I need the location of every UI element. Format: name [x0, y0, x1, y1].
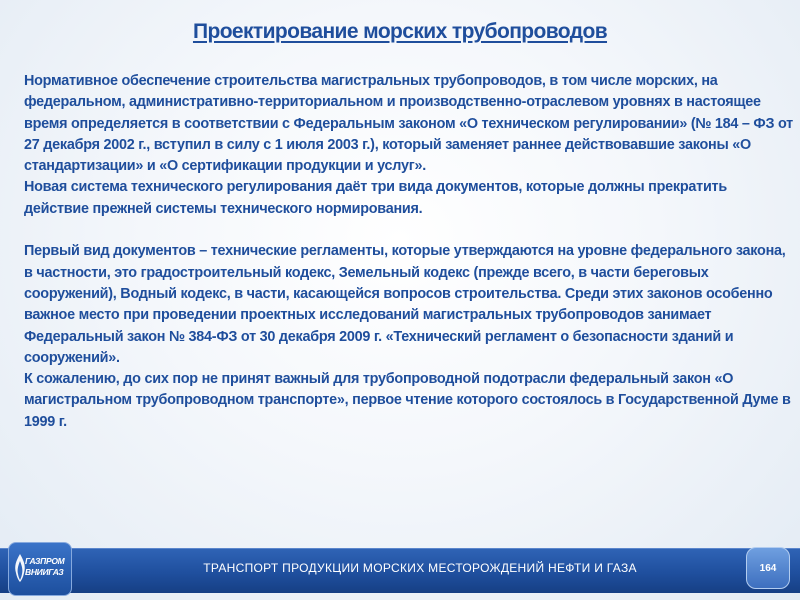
footer — [0, 534, 800, 600]
body-text — [24, 71, 794, 433]
footer-caption: ТРАНСПОРТ ПРОДУКЦИИ МОРСКИХ МЕСТОРОЖДЕНИЙ НЕФТИ И ГАЗА — [203, 561, 637, 575]
paragraph-pipeline-law: К сожалению, до сих пор не принят важный для трубопроводной подотрасли федеральный закон «О магистральном трубопроводном транспорте», первое чтение которого состоялось в Государственной Думе в 1999 г. — [24, 371, 791, 430]
paragraph-new-system: Новая система технического регулирования даёт три вида документов, которые должны прекратить действие прежней системы технического нормирования. — [24, 179, 727, 217]
logo-text: ГАЗПРОМ ВНИИГАЗ — [25, 556, 65, 577]
paragraph-regulation-law: Нормативное обеспечение строительства магистральных трубопроводов, в том числе морских, на федеральном, административно-территориальном и производственно-отраслевом уровнях в настоящее время определяется в соответствии с Федеральным законом «О техническом регулировании» (№ 184 – ФЗ от 27 декабря 2002 г., вступил в силу с 1 июля 2003 г.), который заменяет раннее действовавшие законы «О стандартизации» и «О сертификации продукции и услуг». — [24, 73, 793, 175]
slide-title: Проектирование морских трубопроводов — [192, 20, 608, 43]
page-number-badge: 164 — [746, 547, 790, 589]
paragraph-spacer — [24, 220, 794, 241]
paragraph-technical-regulations: Первый вид документов – технические регламенты, которые утверждаются на уровне федерального закона, в частности, это градостроительный кодекс, Земельный кодекс (прежде всего, в части береговых сооружений), Водный кодекс, в части, касающейся вопросов строительства. Среди этих законов особенно важное место при проведении проектных исследований магистральных трубопроводов занимает Федеральный закон № 384-ФЗ от 30 декабря 2009 г. «Технический регламент о безопасности зданий и сооружений». — [24, 243, 786, 366]
company-logo — [8, 542, 72, 596]
